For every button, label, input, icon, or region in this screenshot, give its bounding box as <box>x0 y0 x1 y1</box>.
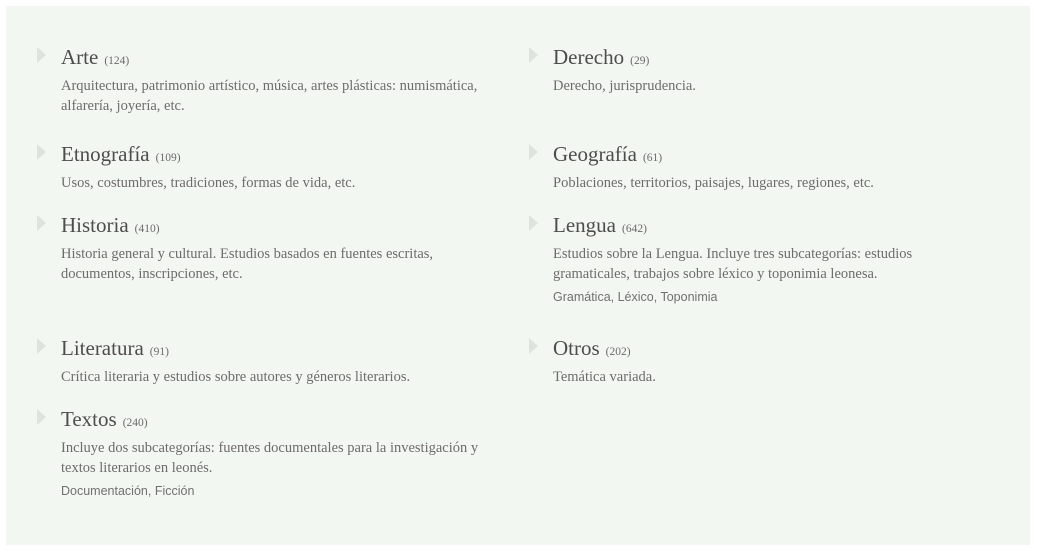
categories-panel <box>6 6 1030 545</box>
subcategory-list <box>553 289 973 305</box>
category-count: (240) <box>122 417 148 429</box>
category-title-link[interactable]: Derecho <box>553 45 625 69</box>
category-count: (202) <box>605 346 631 358</box>
category-count: (642) <box>621 223 647 235</box>
category-count: (29) <box>630 55 650 67</box>
subcategory-list <box>61 483 481 499</box>
triangle-right-icon <box>529 144 538 160</box>
category-description: Poblaciones, territorios, paisajes, lugares, regiones, etc. <box>553 175 874 191</box>
triangle-right-icon <box>529 338 538 354</box>
separator: , <box>653 290 661 304</box>
category-description: Historia general y cultural. Estudios basados en fuentes escritas, documentos, inscripciones, etc. <box>61 246 434 282</box>
subcategory-link-toponimia[interactable]: Toponimia <box>660 290 718 304</box>
category-title-link[interactable]: Otros <box>553 336 600 360</box>
category-title-link[interactable]: Lengua <box>553 213 616 237</box>
category-title-link[interactable]: Geografía <box>553 142 637 166</box>
subcategory-link-gramatica[interactable]: Gramática <box>553 290 611 304</box>
triangle-right-icon <box>529 47 538 63</box>
subcategory-link-lexico[interactable]: Léxico <box>617 290 654 304</box>
triangle-right-icon <box>37 409 46 425</box>
separator: , <box>147 484 155 498</box>
category-title-link[interactable]: Textos <box>61 407 117 431</box>
triangle-right-icon <box>529 215 538 231</box>
category-count: (61) <box>642 152 663 164</box>
triangle-right-icon <box>37 215 46 231</box>
category-title-link[interactable]: Historia <box>61 213 129 237</box>
category-description: Arquitectura, patrimonio artístico, música, artes plásticas: numismática, alfarería, joyería, etc. <box>61 78 478 114</box>
category-description: Temática variada. <box>553 369 656 385</box>
category-description: Usos, costumbres, tradiciones, formas de vida, etc. <box>61 175 356 191</box>
category-title-link[interactable]: Literatura <box>61 336 144 360</box>
triangle-right-icon <box>37 47 46 63</box>
category-title-link[interactable]: Etnografía <box>61 142 150 166</box>
category-count: (410) <box>134 223 160 235</box>
category-description: Crítica literaria y estudios sobre autores y géneros literarios. <box>61 369 411 385</box>
category-title-link[interactable]: Arte <box>61 45 99 69</box>
category-count: (91) <box>149 346 169 358</box>
separator: , <box>610 290 618 304</box>
triangle-right-icon <box>37 144 46 160</box>
triangle-right-icon <box>37 338 46 354</box>
category-description: Derecho, jurisprudencia. <box>553 78 696 94</box>
category-count: (124) <box>104 55 130 67</box>
category-description: Incluye dos subcategorías: fuentes documentales para la investigación y textos literarios en leonés. <box>61 440 479 476</box>
category-count: (109) <box>155 152 181 164</box>
category-description: Estudios sobre la Lengua. Incluye tres subcategorías: estudios gramaticales, trabajos sobre léxico y toponimia leonesa. <box>553 246 913 282</box>
subcategory-link-ficcion[interactable]: Ficción <box>154 484 195 498</box>
subcategory-link-documentacion[interactable]: Documentación <box>61 484 148 498</box>
